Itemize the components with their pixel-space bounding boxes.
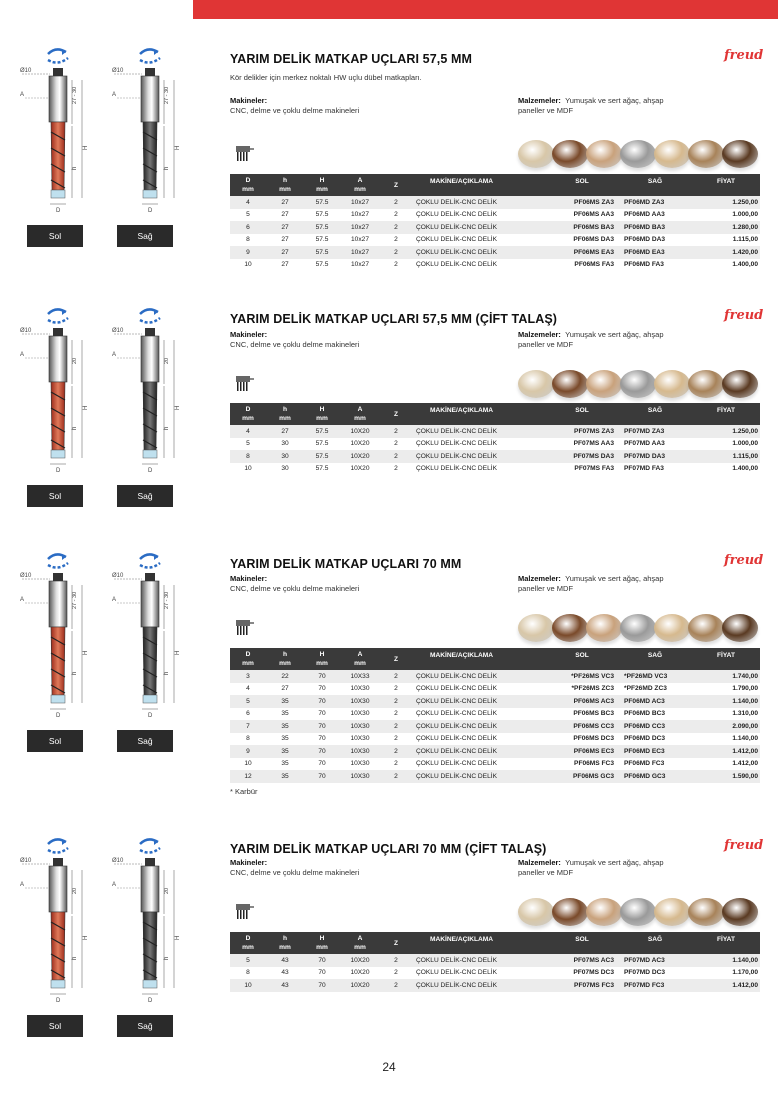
materials-text: Yumuşak ve sert ağaç, ahşap paneller ve MDF xyxy=(518,330,664,349)
materials-label: Malzemeler: xyxy=(518,330,561,339)
material-sample-icon xyxy=(518,370,554,398)
materials-info xyxy=(518,330,664,350)
svg-text:h: h xyxy=(164,426,170,430)
machines-text: CNC, delme ve çoklu delme makineleri xyxy=(230,868,360,877)
footnote: * Karbür xyxy=(230,786,258,796)
material-sample-icon xyxy=(518,614,554,642)
table-row: 9 35 70 10X30 2 ÇOKLU DELİK-CNC DELİK PF06MS EC3 PF06MD EC3 1.412,00 xyxy=(230,745,760,758)
drill-label-left: Sol xyxy=(27,730,83,752)
col-header-machine: MAKİNE/AÇIKLAMA xyxy=(412,174,546,196)
svg-text:Ø10: Ø10 xyxy=(112,858,124,864)
svg-text:H: H xyxy=(83,405,89,410)
svg-text:Ø10: Ø10 xyxy=(20,328,32,334)
table-row: 5 27 57.5 10x27 2 ÇOKLU DELİK-CNC DELİK PF06MS AA3 PF06MD AA3 1.000,00 xyxy=(246,211,758,219)
svg-text:H: H xyxy=(83,650,89,655)
svg-text:A: A xyxy=(112,92,117,98)
col-header-d: D mm xyxy=(230,174,266,196)
col-header-h: h mm xyxy=(266,648,304,670)
table-row: 8 27 57.5 10x27 2 ÇOKLU DELİK-CNC DELİK PF06MS DA3 PF06MD DA3 1.115,00 xyxy=(246,236,758,244)
material-sample-icon xyxy=(722,370,758,398)
machines-text: CNC, delme ve çoklu delme makineleri xyxy=(230,340,360,349)
col-header-a: A mm xyxy=(340,174,380,196)
machines-info xyxy=(230,858,359,878)
machines-text: CNC, delme ve çoklu delme makineleri xyxy=(230,584,360,593)
svg-text:D: D xyxy=(148,468,153,474)
materials-info xyxy=(518,858,664,878)
svg-text:20: 20 xyxy=(164,887,170,894)
drill-label-left: Sol xyxy=(27,225,83,247)
material-sample-icon xyxy=(586,370,622,398)
material-sample-icon xyxy=(552,370,588,398)
material-sample-icon xyxy=(722,614,758,642)
table-row: 6 35 70 10X30 2 ÇOKLU DELİK-CNC DELİK PF06MS BC3 PF06MD BC3 1.310,00 xyxy=(246,710,758,718)
svg-text:Ø10: Ø10 xyxy=(112,328,124,334)
col-header-z: Z xyxy=(380,174,412,196)
svg-text:Ø10: Ø10 xyxy=(20,858,32,864)
table-row: 10 35 70 10X30 2 ÇOKLU DELİK-CNC DELİK PF06MS FC3 PF06MD FC3 1.412,00 xyxy=(244,760,758,768)
drill-label-left: Sol xyxy=(27,1015,83,1037)
table-row: 10 30 57.5 10X20 2 ÇOKLU DELİK-CNC DELİK PF07MS FA3 PF07MD FA3 1.400,00 xyxy=(244,465,758,473)
materials-label: Malzemeler: xyxy=(518,858,561,867)
col-header-H: H mm xyxy=(304,174,340,196)
drill-label-right: Sağ xyxy=(117,1015,173,1037)
svg-text:H: H xyxy=(83,935,89,940)
materials-label: Malzemeler: xyxy=(518,96,561,105)
svg-text:A: A xyxy=(112,882,117,888)
table-row: 4 27 57.5 10x27 2 ÇOKLU DELİK-CNC DELİK PF06MS ZA3 PF06MD ZA3 1.250,00 xyxy=(230,196,760,209)
svg-text:20: 20 xyxy=(72,357,78,364)
col-header-a: A mm xyxy=(340,932,380,954)
col-header-left: SOL xyxy=(546,403,618,425)
col-header-right: SAĞ xyxy=(618,648,692,670)
machines-info xyxy=(230,330,359,350)
machines-text: CNC, delme ve çoklu delme makineleri xyxy=(230,106,360,115)
svg-text:D: D xyxy=(56,208,61,214)
svg-text:D: D xyxy=(148,998,153,1004)
section-title: YARIM DELİK MATKAP UÇLARI 70 MM (ÇİFT TALAŞ) xyxy=(230,842,547,856)
multi-drill-machine-icon xyxy=(234,144,256,164)
material-sample-icon xyxy=(518,898,554,926)
table-row: 12 35 70 10X30 2 ÇOKLU DELİK-CNC DELİK PF06MS GC3 PF06MD GC3 1.590,00 xyxy=(230,770,760,783)
svg-text:H: H xyxy=(175,145,181,150)
table-row: 10 27 57.5 10x27 2 ÇOKLU DELİK-CNC DELİK PF06MS FA3 PF06MD FA3 1.400,00 xyxy=(244,261,758,269)
multi-drill-machine-icon xyxy=(234,902,256,922)
svg-text:D: D xyxy=(56,713,61,719)
material-sample-icon xyxy=(620,370,656,398)
col-header-left: SOL xyxy=(546,648,618,670)
svg-text:D: D xyxy=(56,468,61,474)
svg-text:20: 20 xyxy=(164,357,170,364)
material-sample-icon xyxy=(688,370,724,398)
materials-info xyxy=(518,574,664,594)
material-sample-icon xyxy=(722,140,758,168)
drill-right xyxy=(112,545,188,730)
material-sample-icon xyxy=(654,614,690,642)
multi-drill-machine-icon xyxy=(234,374,256,394)
svg-text:h: h xyxy=(72,166,78,170)
svg-text:27 - 30: 27 - 30 xyxy=(164,86,170,104)
drill-right xyxy=(112,300,188,485)
col-header-d: D mm xyxy=(230,648,266,670)
svg-text:H: H xyxy=(83,145,89,150)
section-description: Kör delikler için merkez noktalı HW uçlu dübel matkapları. xyxy=(230,73,422,82)
freud-logo: freud xyxy=(724,838,764,853)
svg-text:A: A xyxy=(20,597,25,603)
col-header-right: SAĞ xyxy=(618,174,692,196)
drill-left xyxy=(20,40,96,225)
material-sample-icon xyxy=(620,140,656,168)
spec-table xyxy=(230,403,760,475)
materials-info xyxy=(518,96,664,116)
col-header-a: A mm xyxy=(340,403,380,425)
svg-text:A: A xyxy=(112,597,117,603)
svg-text:D: D xyxy=(148,208,153,214)
drill-label-left: Sol xyxy=(27,485,83,507)
col-header-h: h mm xyxy=(266,174,304,196)
material-sample-icon xyxy=(552,614,588,642)
table-row: 9 27 57.5 10x27 2 ÇOKLU DELİK-CNC DELİK PF06MS EA3 PF06MD EA3 1.420,00 xyxy=(230,246,760,259)
spec-table xyxy=(230,648,760,783)
drill-label-right: Sağ xyxy=(117,485,173,507)
materials-label: Malzemeler: xyxy=(518,574,561,583)
table-row: 10 43 70 10X20 2 ÇOKLU DELİK-CNC DELİK PF07MS FC3 PF07MD FC3 1.412,00 xyxy=(230,979,760,992)
drill-bit-right-image xyxy=(112,300,186,480)
svg-text:27 - 30: 27 - 30 xyxy=(72,591,78,609)
spec-table xyxy=(230,932,760,992)
col-header-machine: MAKİNE/AÇIKLAMA xyxy=(412,403,546,425)
material-sample-icon xyxy=(688,140,724,168)
drill-left xyxy=(20,545,96,730)
col-header-h: h mm xyxy=(266,403,304,425)
drill-bit-left-image xyxy=(20,545,94,725)
machines-label: Makineler: xyxy=(230,574,268,583)
material-sample-icon xyxy=(620,614,656,642)
svg-text:h: h xyxy=(164,671,170,675)
multi-drill-machine-icon xyxy=(234,618,256,638)
col-header-machine: MAKİNE/AÇIKLAMA xyxy=(412,648,546,670)
col-header-right: SAĞ xyxy=(618,932,692,954)
material-sample-icon xyxy=(654,140,690,168)
section-title: YARIM DELİK MATKAP UÇLARI 57,5 MM xyxy=(230,52,472,66)
freud-logo: freud xyxy=(724,308,764,323)
col-header-H: H mm xyxy=(304,932,340,954)
svg-text:D: D xyxy=(148,713,153,719)
material-sample-icon xyxy=(688,898,724,926)
col-header-H: H mm xyxy=(304,648,340,670)
table-row: 5 35 70 10X30 2 ÇOKLU DELİK-CNC DELİK PF06MS AC3 PF06MD AC3 1.140,00 xyxy=(230,695,760,708)
table-header-row xyxy=(230,932,760,954)
material-sample-icon xyxy=(586,140,622,168)
machines-label: Makineler: xyxy=(230,330,268,339)
table-row: 4 27 57.5 10X20 2 ÇOKLU DELİK-CNC DELİK PF07MS ZA3 PF07MD ZA3 1.250,00 xyxy=(230,425,760,438)
col-header-z: Z xyxy=(380,648,412,670)
machines-label: Makineler: xyxy=(230,96,268,105)
drill-left xyxy=(20,830,96,1015)
drill-label-right: Sağ xyxy=(117,730,173,752)
machines-label: Makineler: xyxy=(230,858,268,867)
spec-table xyxy=(230,174,760,271)
drill-bit-left-image xyxy=(20,40,94,220)
drill-bit-right-image xyxy=(112,830,186,1010)
materials-text: Yumuşak ve sert ağaç, ahşap paneller ve MDF xyxy=(518,574,664,593)
top-red-bar xyxy=(193,0,778,19)
table-row: 8 43 70 10X20 2 ÇOKLU DELİK-CNC DELİK PF07MS DC3 PF07MD DC3 1.170,00 xyxy=(246,969,758,977)
svg-text:Ø10: Ø10 xyxy=(112,68,124,74)
table-row: 6 27 57.5 10x27 2 ÇOKLU DELİK-CNC DELİK PF06MS BA3 PF06MD BA3 1.280,00 xyxy=(230,221,760,234)
machines-info xyxy=(230,96,359,116)
material-sample-icon xyxy=(552,898,588,926)
freud-logo: freud xyxy=(724,553,764,568)
col-header-price: FİYAT xyxy=(692,403,760,425)
drill-label-right: Sağ xyxy=(117,225,173,247)
svg-text:H: H xyxy=(175,935,181,940)
material-sample-icon xyxy=(586,614,622,642)
drill-right xyxy=(112,40,188,225)
svg-text:h: h xyxy=(164,166,170,170)
material-sample-icon xyxy=(620,898,656,926)
col-header-z: Z xyxy=(380,932,412,954)
table-header-row xyxy=(230,174,760,196)
svg-text:D: D xyxy=(56,998,61,1004)
drill-right xyxy=(112,830,188,1015)
material-sample-icon xyxy=(518,140,554,168)
section-title: YARIM DELİK MATKAP UÇLARI 57,5 MM (ÇİFT TALAŞ) xyxy=(230,312,558,326)
drill-left xyxy=(20,300,96,485)
col-header-price: FİYAT xyxy=(692,174,760,196)
col-header-price: FİYAT xyxy=(692,648,760,670)
col-header-h: h mm xyxy=(266,932,304,954)
col-header-price: FİYAT xyxy=(692,932,760,954)
svg-text:A: A xyxy=(20,92,25,98)
table-row: 3 22 70 10X33 2 ÇOKLU DELİK-CNC DELİK *PF26MS VC3 *PF26MD VC3 1.740,00 xyxy=(230,670,760,683)
table-row: 7 35 70 10X30 2 ÇOKLU DELİK-CNC DELİK PF06MS CC3 PF06MD CC3 2.090,00 xyxy=(230,720,760,733)
material-sample-icon xyxy=(552,140,588,168)
machines-info xyxy=(230,574,359,594)
col-header-d: D mm xyxy=(230,403,266,425)
svg-text:Ø10: Ø10 xyxy=(112,573,124,579)
freud-logo: freud xyxy=(724,48,764,63)
svg-text:A: A xyxy=(20,882,25,888)
col-header-z: Z xyxy=(380,403,412,425)
svg-text:h: h xyxy=(72,956,78,960)
col-header-machine: MAKİNE/AÇIKLAMA xyxy=(412,932,546,954)
drill-bit-left-image xyxy=(20,830,94,1010)
svg-text:A: A xyxy=(112,352,117,358)
col-header-d: D mm xyxy=(230,932,266,954)
col-header-H: H mm xyxy=(304,403,340,425)
svg-text:h: h xyxy=(164,956,170,960)
col-header-left: SOL xyxy=(546,174,618,196)
col-header-left: SOL xyxy=(546,932,618,954)
table-row: 5 30 57.5 10X20 2 ÇOKLU DELİK-CNC DELİK PF07MS AA3 PF07MD AA3 1.000,00 xyxy=(246,440,758,448)
material-sample-icon xyxy=(654,898,690,926)
table-header-row xyxy=(230,403,760,425)
table-row: 5 43 70 10X20 2 ÇOKLU DELİK-CNC DELİK PF07MS AC3 PF07MD AC3 1.140,00 xyxy=(230,954,760,967)
svg-text:Ø10: Ø10 xyxy=(20,573,32,579)
section-title: YARIM DELİK MATKAP UÇLARI 70 MM xyxy=(230,557,462,571)
col-header-a: A mm xyxy=(340,648,380,670)
svg-text:A: A xyxy=(20,352,25,358)
col-header-right: SAĞ xyxy=(618,403,692,425)
table-row: 8 35 70 10X30 2 ÇOKLU DELİK-CNC DELİK PF06MS DC3 PF06MD DC3 1.140,00 xyxy=(246,735,758,743)
drill-bit-left-image xyxy=(20,300,94,480)
materials-text: Yumuşak ve sert ağaç, ahşap paneller ve MDF xyxy=(518,96,664,115)
table-header-row xyxy=(230,648,760,670)
svg-text:27 - 30: 27 - 30 xyxy=(72,86,78,104)
svg-text:Ø10: Ø10 xyxy=(20,68,32,74)
svg-text:h: h xyxy=(72,671,78,675)
svg-text:H: H xyxy=(175,650,181,655)
material-sample-icon xyxy=(688,614,724,642)
material-sample-icon xyxy=(586,898,622,926)
svg-text:h: h xyxy=(72,426,78,430)
page-number: 24 xyxy=(382,1060,396,1074)
table-row: 8 30 57.5 10X20 2 ÇOKLU DELİK-CNC DELİK PF07MS DA3 PF07MD DA3 1.115,00 xyxy=(230,450,760,463)
svg-text:H: H xyxy=(175,405,181,410)
material-sample-icon xyxy=(722,898,758,926)
materials-text: Yumuşak ve sert ağaç, ahşap paneller ve MDF xyxy=(518,858,664,877)
svg-text:20: 20 xyxy=(72,887,78,894)
table-row: 4 27 70 10X30 2 ÇOKLU DELİK-CNC DELİK *PF26MS ZC3 *PF26MD ZC3 1.790,00 xyxy=(246,685,758,693)
svg-text:27 - 30: 27 - 30 xyxy=(164,591,170,609)
drill-bit-right-image xyxy=(112,545,186,725)
material-sample-icon xyxy=(654,370,690,398)
drill-bit-right-image xyxy=(112,40,186,220)
